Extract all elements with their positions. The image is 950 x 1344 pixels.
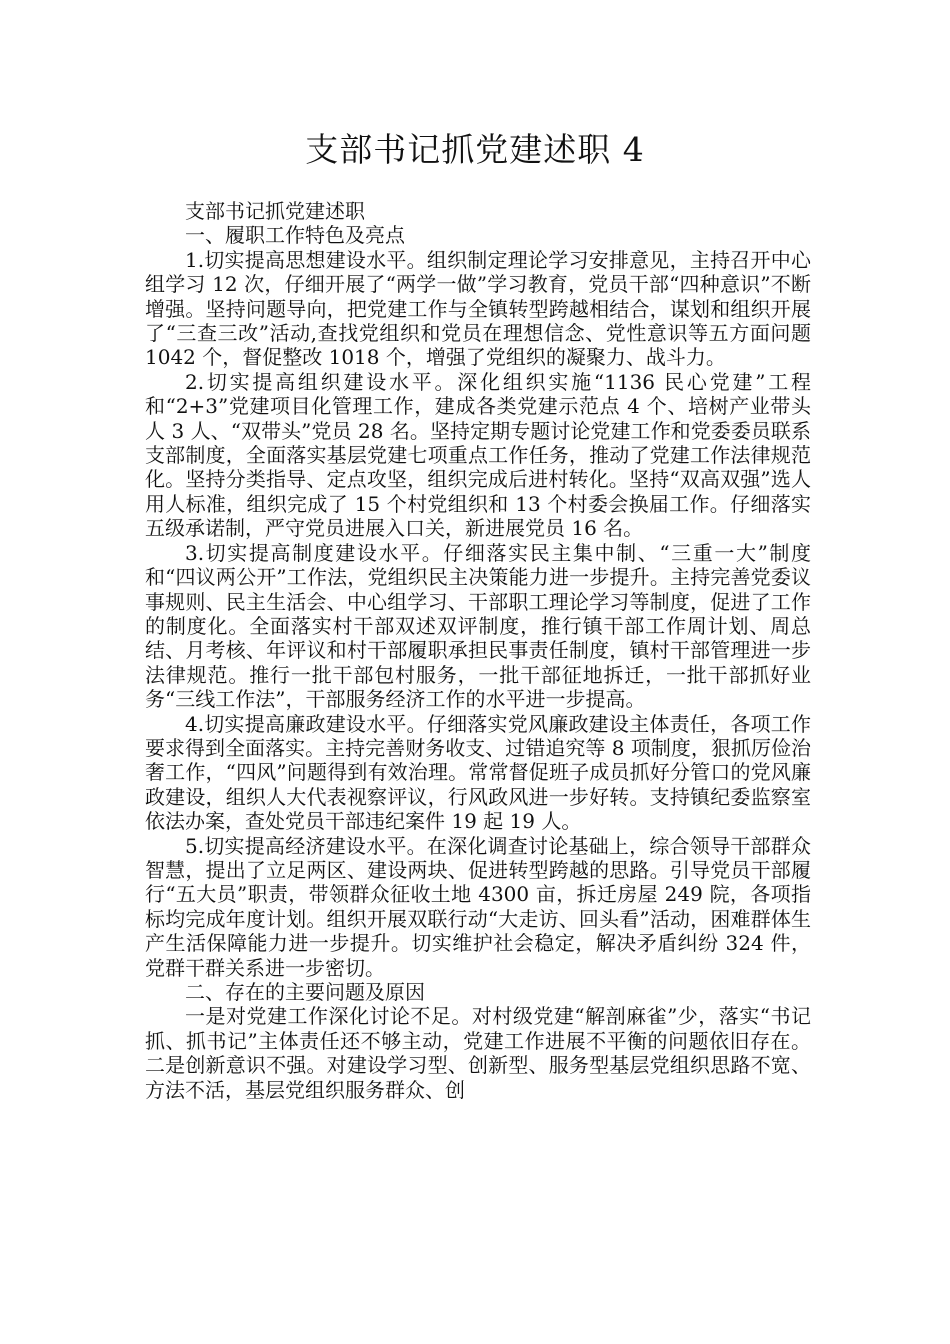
paragraph-integrity: 4.切实提高廉政建设水平。仔细落实党风廉政建设主体责任，各项工作要求得到全面落实。主持完善财务收支、过错追究等 8 项制度，狠抓厉俭治奢工作，“四风”问题得到有效治理。常常督促班子成员抓好分管口的党风廉政建设，组织人大代表视察评议，行风政风进一步好转。支持镇纪委监察室依法办案，查处党员干部违纪案件 19 起 19 人。	[145, 711, 811, 834]
paragraph-institution: 3.切实提高制度建设水平。仔细落实民主集中制、“三重一大”制度和“四议两公开”工作法，党组织民主决策能力进一步提升。主持完善党委议事规则、民主生活会、中心组学习、干部职工理论学习等制度，促进了工作的制度化。全面落实村干部双述双评制度，推行镇干部工作周计划、周总结、月考核、年评议和村干部履职承担民事责任制度，镇村干部管理进一步法律规范。推行一批干部包村服务，一批干部征地拆迁，一批干部抓好业务“三线工作法”，干部服务经济工作的水平进一步提高。	[145, 540, 811, 712]
paragraph-economy: 5.切实提高经济建设水平。在深化调查讨论基础上，综合领导干部群众智慧，提出了立足两区、建设两块、促进转型跨越的思路。引导党员干部履行“五大员”职责，带领群众征收土地 4300 亩，拆迁房屋 249 院，各项指标均完成年度计划。组织开展双联行动“大走访、回头看”活动，困难群体生产生活保障能力进一步提升。切实维护社会稳定，解决矛盾纠纷 324 件，党群干群关系进一步密切。	[145, 833, 811, 980]
subtitle: 支部书记抓党建述职	[185, 199, 365, 223]
paragraph-problems: 一是对党建工作深化讨论不足。对村级党建“解剖麻雀”少，落实“书记抓、抓书记”主体责任还不够主动，党建工作进展不平衡的问题依旧存在。二是创新意识不强。对建设学习型、创新型、服务型基层党组织思路不宽、方法不活，基层党组织服务群众、创	[145, 1004, 811, 1102]
paragraph-ideology: 1.切实提高思想建设水平。组织制定理论学习安排意见，主持召开中心组学习 12 次，仔细开展了“两学一做”学习教育，党员干部“四种意识”不断增强。坚持问题导向，把党建工作与全镇转型跨越相结合，谋划和组织开展了“三查三改”活动,查找党组织和党员在理想信念、党性意识等五方面问题 1042 个，督促整改 1018 个，增强了党组织的凝聚力、战斗力。	[145, 247, 811, 370]
section-heading-2: 二、存在的主要问题及原因	[185, 980, 425, 1004]
paragraph-organization: 2.切实提高组织建设水平。深化组织实施“1136 民心党建”工程和“2+3”党建项目化管理工作，建成各类党建示范点 4 个、培树产业带头人 3 人、“双带头”党员 28 名。坚持定期专题讨论党建工作和党委委员联系支部制度，全面落实基层党建七项重点工作任务，推动了党建工作法律规范化。坚持分类指导、定点攻坚，组织完成后进村转化。坚持“双高双强”选人用人标准，组织完成了 15 个村党组织和 13 个村委会换届工作。仔细落实五级承诺制，严守党员进展入口关，新进展党员 16 名。	[145, 369, 811, 541]
section-heading-1: 一、履职工作特色及亮点	[185, 223, 405, 248]
document-title: 支部书记抓党建述职 4	[305, 130, 645, 169]
document-body	[145, 199, 811, 1102]
